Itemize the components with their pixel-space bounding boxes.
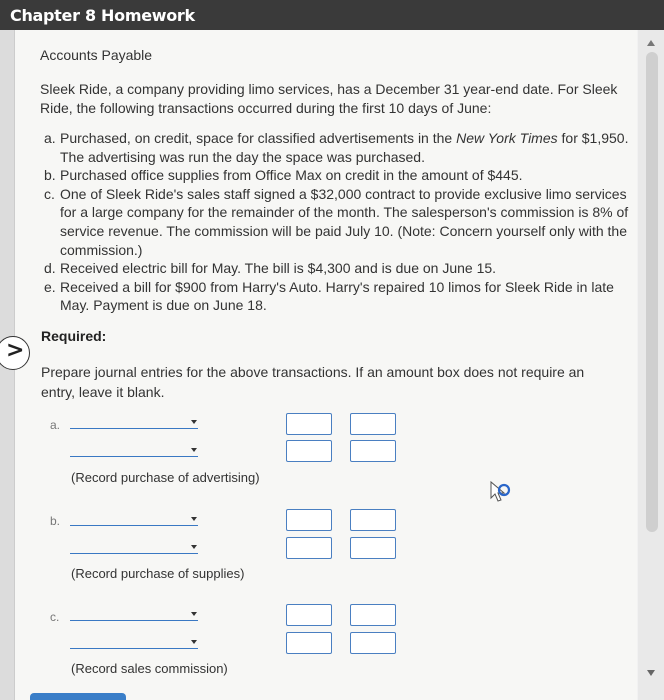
entry-caption-c: (Record sales commission)	[71, 661, 228, 676]
account-select-b2[interactable]	[70, 539, 198, 554]
entry-caption-a: (Record purchase of advertising)	[71, 470, 260, 485]
transaction-text-end: for $1,950. The advertising was run the day the space was purchased.	[60, 130, 629, 165]
credit-input-a1[interactable]	[350, 413, 396, 435]
account-select-a1[interactable]	[70, 414, 198, 429]
debit-input-a2[interactable]	[286, 440, 332, 462]
account-select-b1[interactable]	[70, 511, 198, 526]
transaction-letter: e.	[44, 278, 56, 295]
scroll-up-icon[interactable]	[647, 40, 655, 46]
entry-label-c: c.	[50, 610, 60, 624]
mouse-cursor-icon	[488, 478, 516, 506]
credit-input-a2[interactable]	[350, 440, 396, 462]
account-select-c2[interactable]	[70, 634, 198, 649]
header-bar	[0, 0, 664, 30]
required-heading: Required:	[41, 328, 107, 344]
debit-input-b1[interactable]	[286, 509, 332, 531]
bottom-action-button[interactable]	[30, 693, 126, 700]
chevron-right-icon: >	[6, 338, 25, 363]
transaction-letter: a.	[44, 130, 56, 146]
entry-caption-b: (Record purchase of supplies)	[71, 566, 245, 581]
transaction-list	[44, 129, 634, 315]
debit-input-b2[interactable]	[286, 537, 332, 559]
transaction-b	[44, 166, 634, 185]
transaction-text: One of Sleek Ride's sales staff signed a $32,000 contract to provide exclusive limo services for a large company for the remainder of the month. The salesperson's commission is 8% of service revenue. The commission will be paid July 10. (Note: Concern yourself only with the commission.)	[60, 185, 629, 258]
credit-input-c1[interactable]	[350, 604, 396, 626]
page-title: Chapter 8 Homework	[10, 6, 195, 25]
debit-input-c1[interactable]	[286, 604, 332, 626]
transaction-d	[44, 259, 634, 278]
entry-label-b: b.	[50, 514, 61, 528]
transaction-c	[44, 185, 634, 259]
section-title: Accounts Payable	[40, 47, 153, 63]
problem-intro: Sleek Ride, a company providing limo services, has a December 31 year-end date. For Sleek Ride, the following transactions occurred during the first 10 days of June:	[40, 81, 618, 116]
transaction-italic: New York Times	[456, 130, 558, 146]
transaction-text: Purchased, on credit, space for classified advertisements in the	[60, 130, 457, 146]
credit-input-b2[interactable]	[350, 537, 396, 559]
scroll-down-icon[interactable]	[647, 670, 655, 676]
transaction-letter: d.	[44, 260, 56, 277]
debit-input-a1[interactable]	[286, 413, 332, 435]
transaction-text: Received electric bill for May. The bill is $4,300 and is due on June 15.	[60, 260, 497, 277]
account-select-a2[interactable]	[70, 442, 198, 457]
transaction-e	[44, 278, 634, 315]
entry-label-a: a.	[50, 418, 61, 432]
account-select-c1[interactable]	[70, 606, 198, 621]
debit-input-c2[interactable]	[286, 632, 332, 654]
transaction-letter: c.	[44, 185, 55, 202]
credit-input-b1[interactable]	[350, 509, 396, 531]
instructions: Prepare journal entries for the above transactions. If an amount box does not require an entry, leave it blank.	[41, 364, 585, 400]
transaction-a	[44, 129, 634, 166]
transaction-text: Purchased office supplies from Office Max on credit in the amount of $445.	[60, 167, 523, 184]
scrollbar-thumb[interactable]	[646, 52, 658, 532]
credit-input-c2[interactable]	[350, 632, 396, 654]
scrollbar[interactable]	[638, 30, 664, 700]
transaction-text: Received a bill for $900 from Harry's Auto. Harry's repaired 10 limos for Sleek Ride in late May. Payment is due on June 18.	[60, 278, 614, 314]
transaction-letter: b.	[44, 167, 56, 184]
